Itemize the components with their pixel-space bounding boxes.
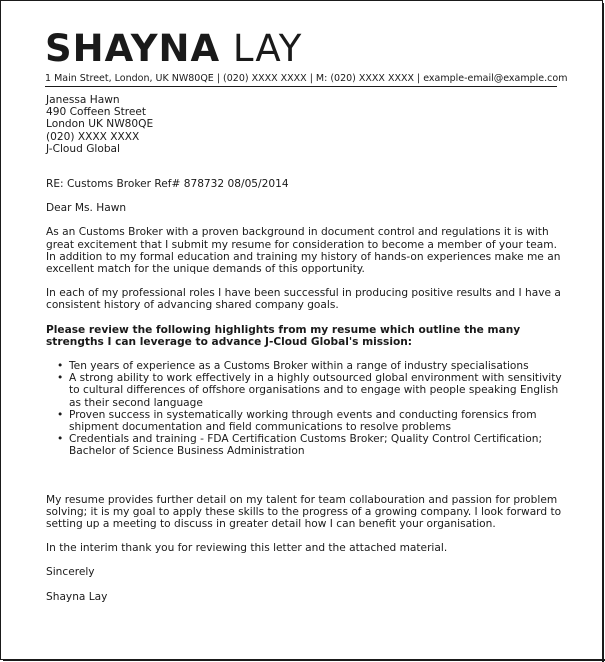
letter-body: [46, 94, 566, 603]
sender-contact-line: 1 Main Street, London, UK NW80QE | (020) XXXX XXXX | M: (020) XXXX XXXX | example-email@example.com: [45, 73, 568, 84]
paragraph-roles: In each of my professional roles I have been successful in producing positive results and I have a consistent history of advancing shared company goals.: [46, 287, 561, 312]
reference-line: RE: Customs Broker Ref# 878732 08/05/2014: [46, 178, 289, 191]
highlight-text: Credentials and training - FDA Certification Customs Broker; Quality Control Certification; Bachelor of Science Business Administration: [69, 433, 543, 458]
salutation: Dear Ms. Hawn: [46, 202, 127, 215]
paragraph-resume-detail: My resume provides further detail on my talent for team collabouration and passion for problem solving; it is my goal to apply these skills to the progress of a growing company. I look forward to setting up a meeting to discuss in greater detail how I can benefit your organisation.: [46, 493, 562, 531]
recipient-phone: (020) XXXX XXXX: [46, 130, 140, 143]
recipient-address: [46, 94, 566, 155]
header-divider: [45, 86, 557, 87]
page-shadow-bottom: [3, 659, 605, 661]
signer-name: Shayna Lay: [46, 590, 108, 603]
list-item: [57, 433, 566, 458]
bullet-icon: •: [57, 360, 64, 373]
highlight-text: Ten years of experience as a Customs Broker within a range of industry specialisations: [69, 360, 529, 373]
closing: Sincerely: [46, 566, 95, 579]
recipient-street: 490 Coffeen Street: [46, 106, 147, 119]
paragraph-intro: As an Customs Broker with a proven background in document control and regulations it is with great excitement that I submit my resume for consideration to become a member of your team. In addition to my formal education and training my history of hands-on experiences make me an excellent match for the unique demands of this opportunity.: [46, 226, 561, 276]
recipient-name: Janessa Hawn: [46, 94, 120, 106]
sender-first-name: SHAYNA: [45, 27, 221, 70]
recipient-company: J-Cloud Global: [46, 142, 120, 155]
list-item: [57, 408, 566, 434]
list-item: [57, 360, 566, 373]
highlight-text: A strong ability to work effectively in a highly outsourced global environment with sensitivity to cultural differences of offshore organisations and to engage with people speaking English as their second language: [69, 372, 562, 409]
paragraph-highlights-intro: Please review the following highlights from my resume which outline the many strengths I can leverage to advance J-Cloud Global's mission:: [46, 323, 521, 348]
sender-name: [45, 29, 302, 69]
recipient-city: London UK NW80QE: [46, 118, 154, 131]
list-item: [57, 372, 566, 409]
paragraph-thanks: In the interim thank you for reviewing this letter and the attached material.: [46, 542, 448, 555]
highlight-text: Proven success in systematically working through events and conducting forensics from shipment documentation and field communications to resolve problems: [69, 408, 537, 434]
sender-last-name: LAY: [232, 27, 303, 70]
page-shadow-right: [602, 3, 604, 662]
bullet-icon: •: [57, 372, 64, 385]
bullet-icon: •: [57, 408, 64, 421]
highlights-list: [46, 360, 566, 458]
bullet-icon: •: [57, 433, 64, 446]
